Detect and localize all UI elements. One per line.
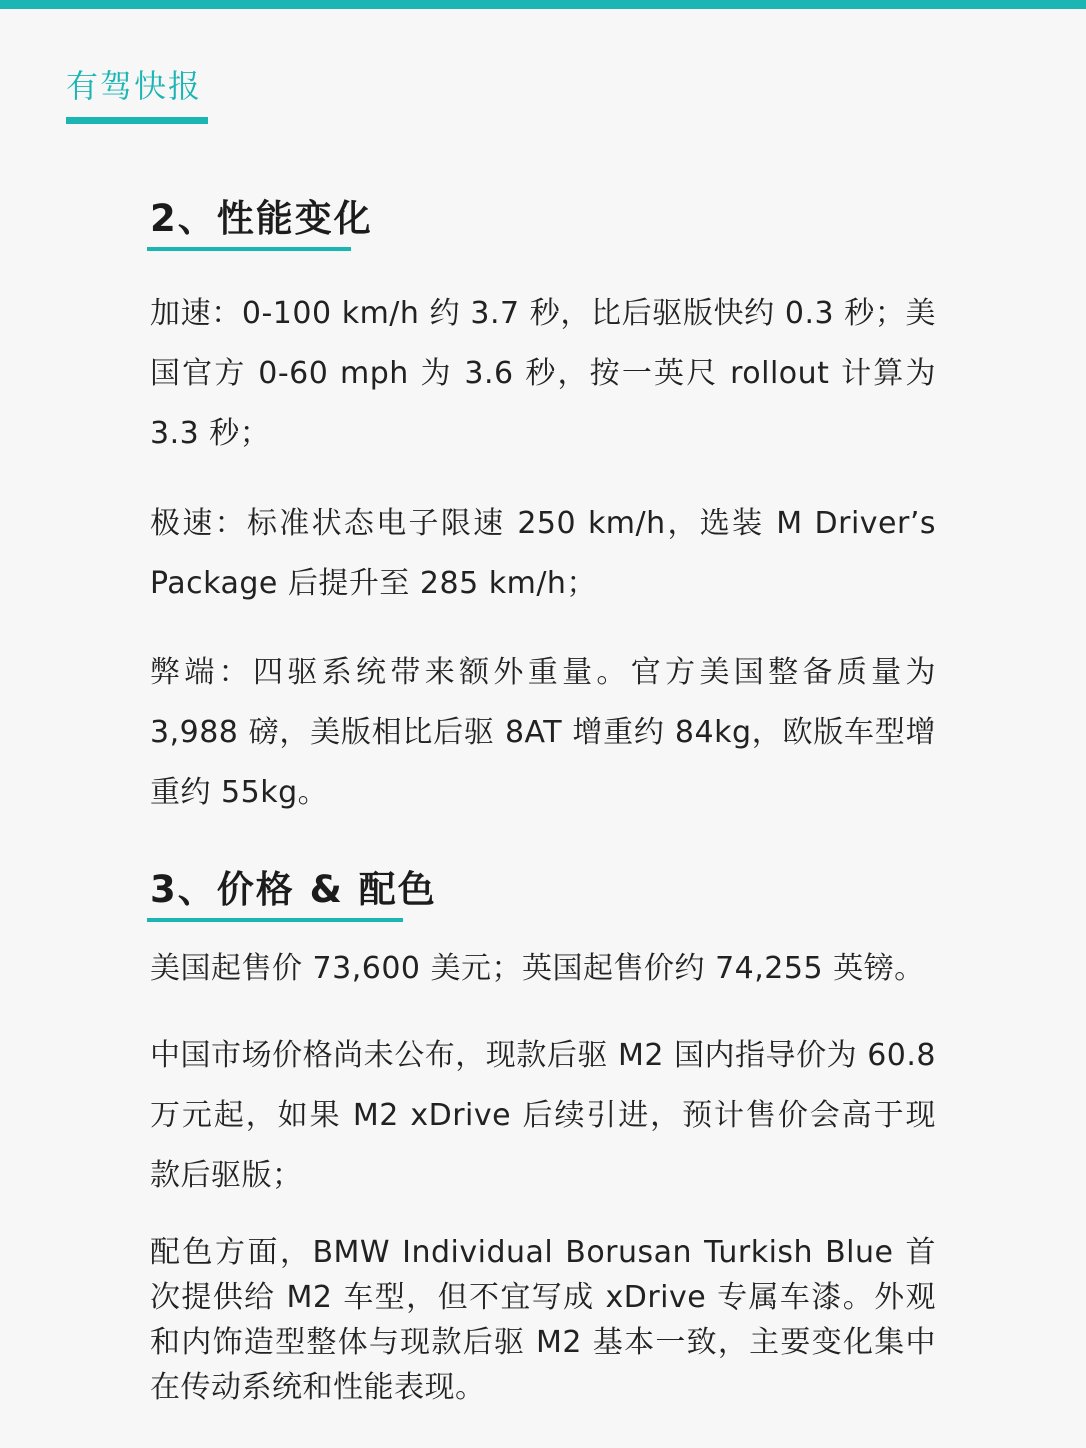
brand-title: 有驾快报 [66,67,203,105]
section-title-price-color: 3、价格 & 配色 [150,868,437,911]
top-accent-bar [0,0,1086,9]
section-underline-performance [147,247,351,251]
brand-underline [66,117,208,124]
paragraph-color: 配色方面，BMW Individual Borusan Turkish Blue 首次提供给 M2 车型，但不宜写成 xDrive 专属车漆。外观和内饰造型整体与现款后驱 M2 基本一致，主要变化集中在传动系统和性能表现。 [150,1235,936,1405]
section-title-performance: 2、性能变化 [150,197,373,240]
paragraph-drawback: 弊端：四驱系统带来额外重量。官方美国整备质量为 3,988 磅，美版相比后驱 8AT 增重约 84kg，欧版车型增重约 55kg。 [150,655,936,810]
section-underline-price-color [147,918,403,922]
paragraph-top-speed: 极速：标准状态电子限速 250 km/h，选装 M Driver’s Package 后提升至 285 km/h； [150,506,936,601]
paragraph-china-market: 中国市场价格尚未公布，现款后驱 M2 国内指导价为 60.8 万元起，如果 M2 xDrive 后续引进，预计售价会高于现款后驱版； [150,1038,936,1193]
paragraph-acceleration: 加速：0-100 km/h 约 3.7 秒，比后驱版快约 0.3 秒；美国官方 0-60 mph 为 3.6 秒，按一英尺 rollout 计算为 3.3 秒； [150,296,936,451]
paragraph-pricing: 美国起售价 73,600 美元；英国起售价约 74,255 英镑。 [150,951,925,986]
